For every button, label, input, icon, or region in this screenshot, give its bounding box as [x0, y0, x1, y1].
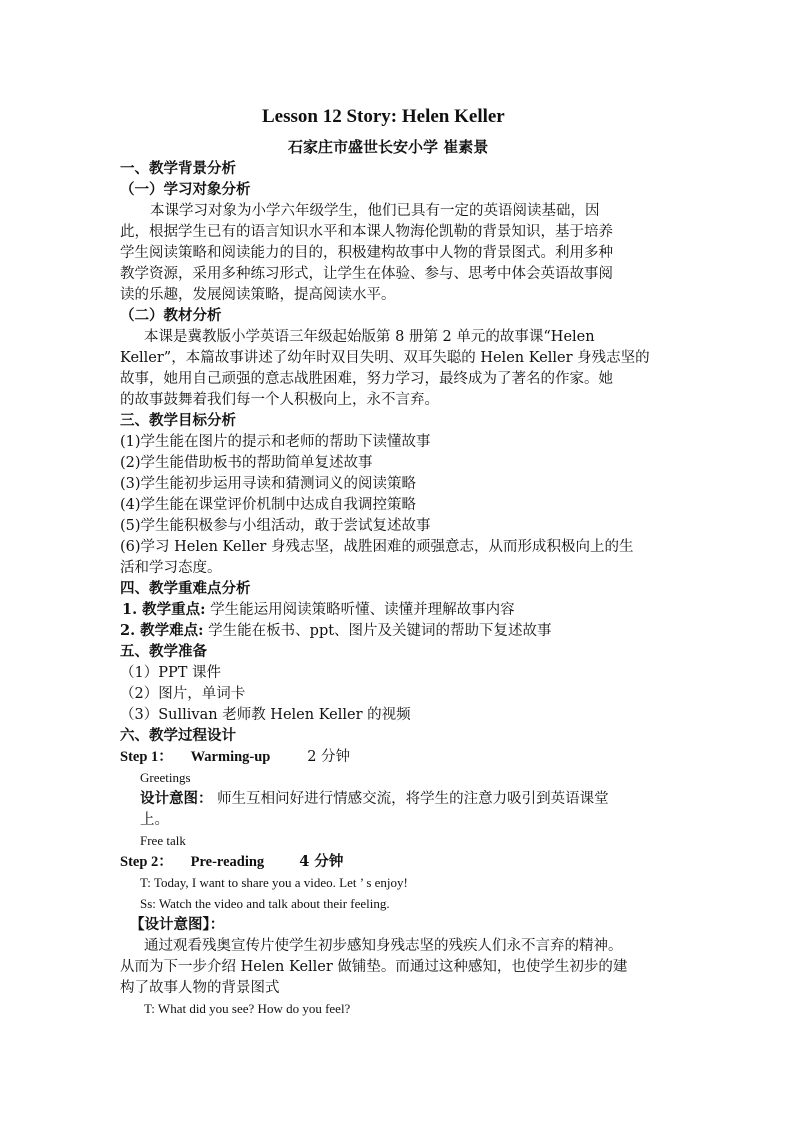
- objective-item: (3)学生能初步运用寻读和猜测词义的阅读策略: [120, 476, 417, 492]
- step-time: 4 分钟: [299, 853, 344, 870]
- paragraph-line: 从而为下一步介绍 Helen Keller 做铺垫。而通过这种感知，也使学生初步的建: [120, 959, 628, 975]
- objective-item: 活和学习态度。: [120, 560, 222, 576]
- students-line: Ss: Watch the video and talk about their feeling.: [140, 896, 390, 911]
- paragraph-line: 此，根据学生已有的语言知识水平和本课人物海伦凯勒的背景知识，基于培养: [120, 224, 613, 240]
- preparation-item: （3）Sullivan 老师教 Helen Keller 的视频: [120, 707, 411, 723]
- paragraph-line: 教学资源，采用多种练习形式，让学生在体验、参与、思考中体会英语故事阅: [120, 266, 613, 282]
- difficulty-text: 学生能在板书、ppt、图片及关键词的帮助下复述故事: [208, 623, 552, 639]
- design-intent-text: 师生互相问好进行情感交流，将学生的注意力吸引到英语课堂: [217, 791, 609, 807]
- greetings-text: Greetings: [140, 770, 191, 785]
- step-time: 2 分钟: [307, 749, 351, 765]
- free-talk-text: Free talk: [140, 833, 186, 848]
- section-heading-process: 六、教学过程设计: [120, 727, 236, 744]
- step-2-row: [120, 852, 343, 872]
- paragraph-line: 读的乐趣，发展阅读策略，提高阅读水平。: [120, 287, 396, 303]
- step-label: Step 1：: [120, 749, 173, 765]
- paragraph-line: 本课学习对象为小学六年级学生，他们已具有一定的英语阅读基础，因: [150, 203, 600, 219]
- paragraph-line: 学生阅读策略和阅读能力的目的，积极建构故事中人物的背景图式。利用多种: [120, 245, 613, 261]
- step-name: Warming-up: [190, 749, 271, 765]
- difficulty-row: [120, 621, 552, 641]
- paragraph-line: 故事，她用自己顽强的意志战胜困难，努力学习，最终成为了著名的作家。她: [120, 371, 613, 387]
- objective-item: (4)学生能在课堂评价机制中达成自我调控策略: [120, 497, 417, 513]
- section-heading-objectives: 三、教学目标分析: [120, 412, 236, 429]
- preparation-item: （2）图片，单词卡: [120, 686, 246, 702]
- step-1-row: [120, 747, 350, 767]
- objective-item: (5)学生能积极参与小组活动，敢于尝试复述故事: [120, 518, 431, 534]
- paragraph-line: 的故事鼓舞着我们每一个人积极向上，永不言弃。: [120, 392, 439, 408]
- objective-item: (6)学习 Helen Keller 身残志坚，战胜困难的顽强意志，从而形成积极向上的生: [120, 539, 634, 555]
- objective-item: (1)学生能在图片的提示和老师的帮助下读懂故事: [120, 434, 431, 450]
- paragraph-line: 本课是冀教版小学英语三年级起始版第 8 册第 2 单元的故事课“Helen: [144, 329, 595, 345]
- key-point-label: 1. 教学重点:: [122, 601, 206, 618]
- document-subtitle: 石家庄市盛世长安小学 崔素景: [288, 138, 489, 156]
- design-intent-row: [140, 789, 609, 809]
- section-heading-key-points: 四、教学重难点分析: [120, 580, 251, 597]
- step-name: Pre-reading: [190, 854, 265, 870]
- paragraph-line: 构了故事人物的背景图式: [120, 980, 280, 996]
- paragraph-line: Keller”，本篇故事讲述了幼年时双目失明、双耳失聪的 Helen Keller 身残志坚的: [120, 350, 650, 366]
- design-intent-heading: 【设计意图】：: [130, 916, 225, 933]
- paragraph-line: 通过观看残奥宣传片使学生初步感知身残志坚的残疾人们永不言弃的精神。: [144, 938, 623, 954]
- subheading-learners: （一）学习对象分析: [120, 181, 251, 198]
- document-title: Lesson 12 Story: Helen Keller: [262, 106, 505, 127]
- key-point-row: [122, 600, 515, 620]
- preparation-item: （1）PPT 课件: [120, 665, 222, 681]
- section-heading-preparation: 五、教学准备: [120, 643, 207, 660]
- step-label: Step 2：: [120, 854, 173, 870]
- teacher-line: T: Today, I want to share you a video. Let ’ s enjoy!: [140, 875, 408, 890]
- difficulty-label: 2. 教学难点:: [120, 622, 204, 639]
- design-intent-cont: 上。: [140, 812, 169, 828]
- design-intent-label: 设计意图：: [140, 790, 213, 807]
- objective-item: (2)学生能借助板书的帮助简单复述故事: [120, 455, 373, 471]
- subheading-material: （二）教材分析: [120, 307, 222, 324]
- teacher-line: T: What did you see? How do you feel?: [144, 1001, 351, 1016]
- section-heading-background: 一、教学背景分析: [120, 160, 236, 177]
- key-point-text: 学生能运用阅读策略听懂、读懂并理解故事内容: [210, 602, 515, 618]
